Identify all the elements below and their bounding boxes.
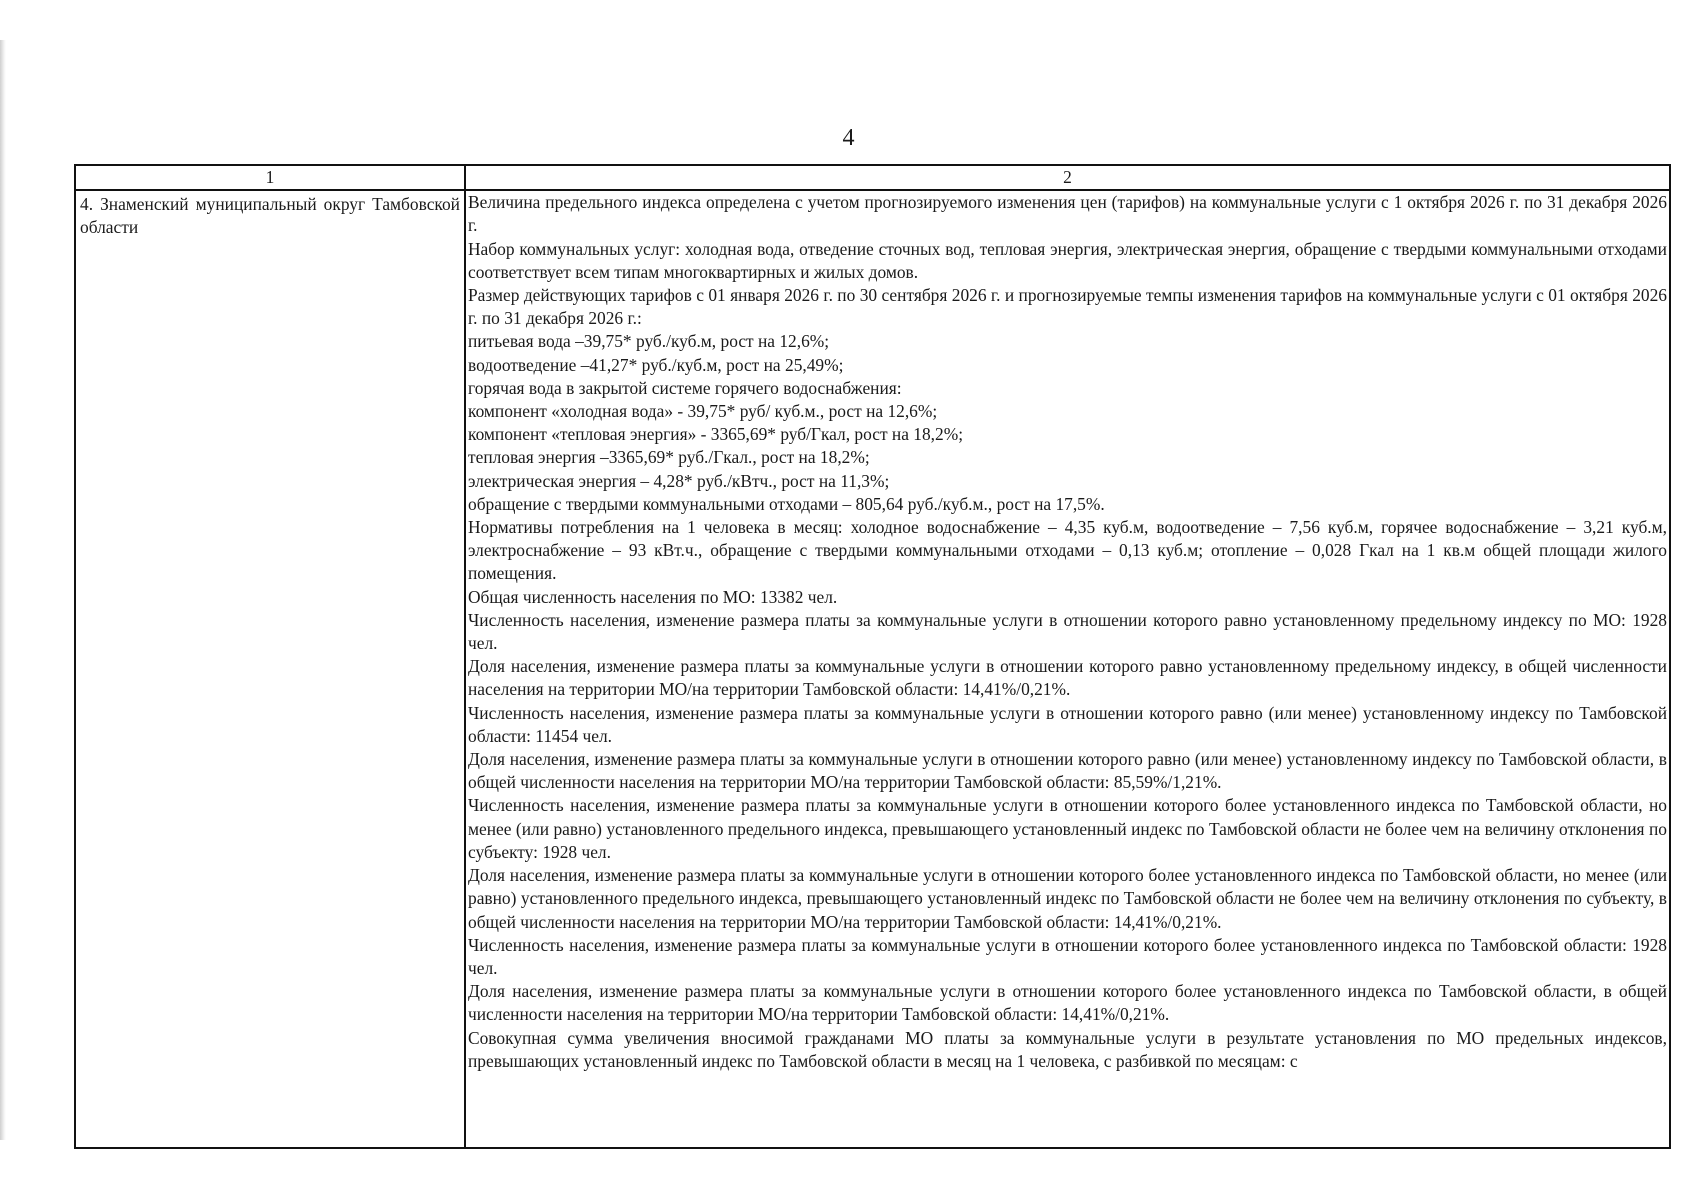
table-row	[75, 190, 1670, 1148]
scan-edge-shadow	[0, 40, 6, 1140]
page-number: 4	[842, 125, 855, 151]
paragraph-population-equal-limit: Численность населения, изменение размера платы за коммунальные услуги в отношении которого равно установленному предельному индексу по МО: 1928 чел.	[468, 609, 1667, 654]
region-name: 4. Знаменский муниципальный округ Тамбовской области	[80, 194, 460, 238]
details-cell	[465, 190, 1670, 1148]
tariff-table	[74, 164, 1671, 1149]
paragraph-tariff-waste: обращение с твердыми коммунальными отходами – 805,64 руб./куб.м., рост на 17,5%.	[468, 493, 1105, 514]
table-header-row	[75, 165, 1670, 190]
paragraph-tariffs-intro: Размер действующих тарифов с 01 января 2026 г. по 30 сентября 2026 г. и прогнозируемые темпы изменения тарифов на коммунальные услуги с 01 октября 2026 г. по 31 декабря 2026 г.:	[468, 285, 1667, 329]
paragraph-share-above-regional-within-deviation: Доля населения, изменение размера платы за коммунальные услуги в отношении которого более установленного индекса по Тамбовской области, но менее (или равно) установленного предельного индекса, превышающего установленный индекс по Тамбовской области не более чем на величину отклонения по субъекту, в общей численности населения на территории МО/на территории Тамбовской области: 14,41%/0,21%.	[468, 865, 1667, 932]
header-cell-2: 2	[465, 165, 1670, 190]
paragraph-tariff-drinking-water: питьевая вода –39,75* руб./куб.м, рост на 12,6%;	[468, 331, 830, 352]
paragraph-population-equal-regional: Численность населения, изменение размера платы за коммунальные услуги в отношении которого равно (или менее) установленному индексу по Тамбовской области: 11454 чел.	[468, 702, 1667, 746]
paragraph-total-increase: Совокупная сумма увеличения вносимой гражданами МО платы за коммунальные услуги в результате установления по МО предельных индексов, превышающих установленный индекс по Тамбовской области в месяц на 1 человека, с разбивкой по месяцам: с	[468, 1027, 1667, 1071]
paragraph-population-above-regional: Численность населения, изменение размера платы за коммунальные услуги в отношении которого более установленного индекса по Тамбовской области: 1928 чел.	[468, 934, 1667, 978]
paragraph-total-population: Общая численность населения по МО: 13382 чел.	[468, 586, 838, 607]
paragraph-share-above-regional: Доля населения, изменение размера платы за коммунальные услуги в отношении которого более установленного индекса по Тамбовской области, в общей численности населения на территории МО/на территории Тамбовской области: 14,41%/0,21%.	[468, 981, 1667, 1025]
paragraph-services-set: Набор коммунальных услуг: холодная вода, отведение сточных вод, тепловая энергия, электрическая энергия, обращение с твердыми коммунальными отходами соответствует всем типам многоквартирных и жилых домов.	[468, 238, 1667, 282]
paragraph-tariff-cold-component: компонент «холодная вода» - 39,75* руб/ куб.м., рост на 12,6%;	[468, 401, 938, 422]
paragraph-population-above-regional-within-deviation: Численность населения, изменение размера платы за коммунальные услуги в отношении которого более установленного индекса по Тамбовской области, но менее (или равно) установленного предельного индекса, превышающего установленный индекс по Тамбовской области не более чем на величину отклонения по субъекту: 1928 чел.	[468, 795, 1667, 862]
paragraph-hot-water-heading: горячая вода в закрытой системе горячего водоснабжения:	[468, 377, 902, 398]
region-cell	[75, 190, 465, 1148]
paragraph-index-basis: Величина предельного индекса определена с учетом прогнозируемого изменения цен (тарифов) на коммунальные услуги с 1 октября 2026 г. по 31 декабря 2026 г.	[468, 192, 1667, 236]
paragraph-tariff-heat-component: компонент «тепловая энергия» - 3365,69* руб/Гкал, рост на 18,2%;	[468, 424, 964, 445]
header-cell-1: 1	[75, 165, 465, 190]
paragraph-share-equal-regional: Доля населения, изменение размера платы за коммунальные услуги в отношении которого равно (или менее) установленному индексу по Тамбовской области, в общей численности населения на территории МО/на территории Тамбовской области: 85,59%/1,21%.	[468, 749, 1667, 793]
paragraph-tariff-electricity: электрическая энергия – 4,28* руб./кВтч., рост на 11,3%;	[468, 470, 890, 491]
paragraph-tariff-heat: тепловая энергия –3365,69* руб./Гкал., рост на 18,2%;	[468, 447, 870, 468]
paragraph-tariff-sewage: водоотведение –41,27* руб./куб.м, рост на 25,49%;	[468, 354, 844, 375]
paragraph-consumption-norms: Нормативы потребления на 1 человека в месяц: холодное водоснабжение – 4,35 куб.м, водоотведение – 7,56 куб.м, горячее водоснабжение – 3,21 куб.м, электроснабжение – 93 кВт.ч., обращение с твердыми коммунальными отходами – 0,13 куб.м; отопление – 0,028 Гкал на 1 кв.м общей площади жилого помещения.	[468, 517, 1667, 584]
paragraph-share-equal-limit: Доля населения, изменение размера платы за коммунальные услуги в отношении которого равно установленному предельному индексу, в общей численности населения на территории МО/на территории Тамбовской области: 14,41%/0,21%.	[468, 656, 1667, 700]
